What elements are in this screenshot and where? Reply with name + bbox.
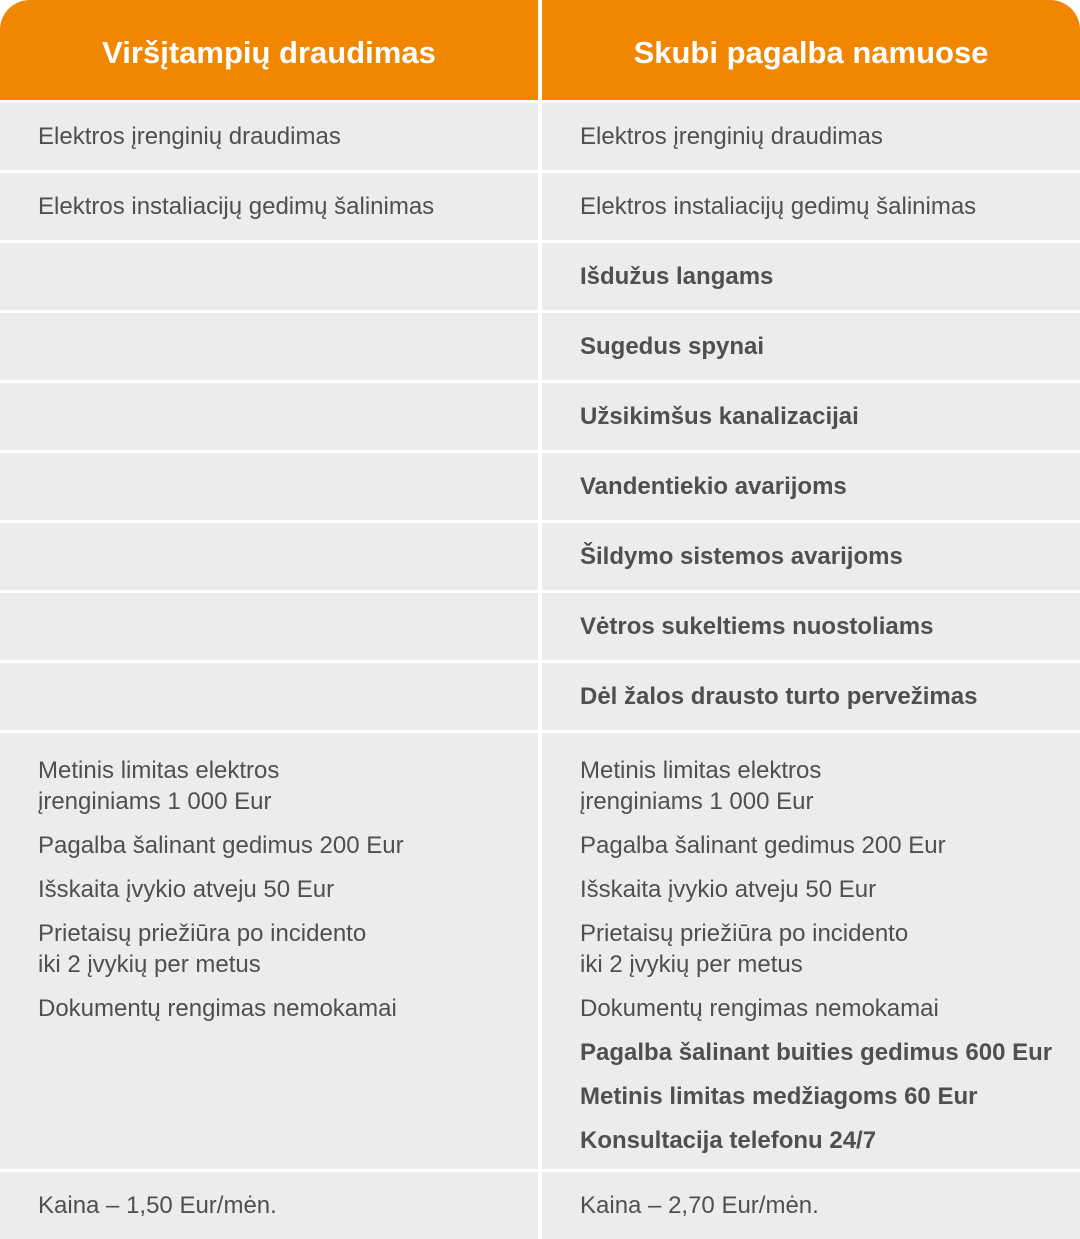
feature-cell-right: Išdužus langams: [542, 243, 1080, 310]
feature-cell-left: Elektros įrenginių draudimas: [0, 103, 538, 170]
detail-item: Konsultacija telefonu 24/7: [580, 1127, 877, 1154]
feature-cell-left: [0, 243, 538, 310]
detail-item: Išskaita įvykio atveju 50 Eur: [580, 876, 877, 903]
feature-cell-left: [0, 593, 538, 660]
feature-cell-right: Vandentiekio avarijoms: [542, 453, 1080, 520]
detail-item: Pagalba šalinant gedimus 200 Eur: [38, 832, 404, 859]
feature-cell-right: Užsikimšus kanalizacijai: [542, 383, 1080, 450]
feature-cell-right: Elektros įrenginių draudimas: [542, 103, 1080, 170]
detail-item: Metinis limitas elektros įrenginiams 1 000 Eur: [38, 757, 280, 815]
feature-cell-right: Dėl žalos drausto turto pervežimas: [542, 663, 1080, 730]
detail-item: Dokumentų rengimas nemokamai: [580, 995, 939, 1022]
detail-item: Pagalba šalinant gedimus 200 Eur: [580, 832, 946, 859]
detail-item: Pagalba šalinant buities gedimus 600 Eur: [580, 1039, 1053, 1066]
feature-cell-left: [0, 663, 538, 730]
feature-cell-right: Šildymo sistemos avarijoms: [542, 523, 1080, 590]
price-cell-right: Kaina – 2,70 Eur/mėn.: [542, 1172, 1080, 1239]
detail-item: Metinis limitas elektros įrenginiams 1 000 Eur: [580, 757, 822, 815]
column-header-left: Viršįtampių draudimas: [0, 0, 538, 100]
details-cell-right: [542, 733, 1080, 1169]
detail-item: Išskaita įvykio atveju 50 Eur: [38, 876, 335, 903]
feature-cell-left: [0, 523, 538, 590]
feature-cell-right: Vėtros sukeltiems nuostoliams: [542, 593, 1080, 660]
feature-cell-left: [0, 453, 538, 520]
details-cell-left: [0, 733, 538, 1169]
detail-item: Metinis limitas medžiagoms 60 Eur: [580, 1083, 978, 1110]
column-header-right: Skubi pagalba namuose: [542, 0, 1080, 100]
detail-item: Prietaisų priežiūra po incidento iki 2 įvykių per metus: [580, 920, 909, 978]
feature-cell-left: [0, 313, 538, 380]
feature-cell-left: Elektros instaliacijų gedimų šalinimas: [0, 173, 538, 240]
feature-cell-right: Elektros instaliacijų gedimų šalinimas: [542, 173, 1080, 240]
price-cell-left: Kaina – 1,50 Eur/mėn.: [0, 1172, 538, 1239]
feature-cell-left: [0, 383, 538, 450]
feature-cell-right: Sugedus spynai: [542, 313, 1080, 380]
detail-item: Dokumentų rengimas nemokamai: [38, 995, 397, 1022]
detail-item: Prietaisų priežiūra po incidento iki 2 įvykių per metus: [38, 920, 367, 978]
